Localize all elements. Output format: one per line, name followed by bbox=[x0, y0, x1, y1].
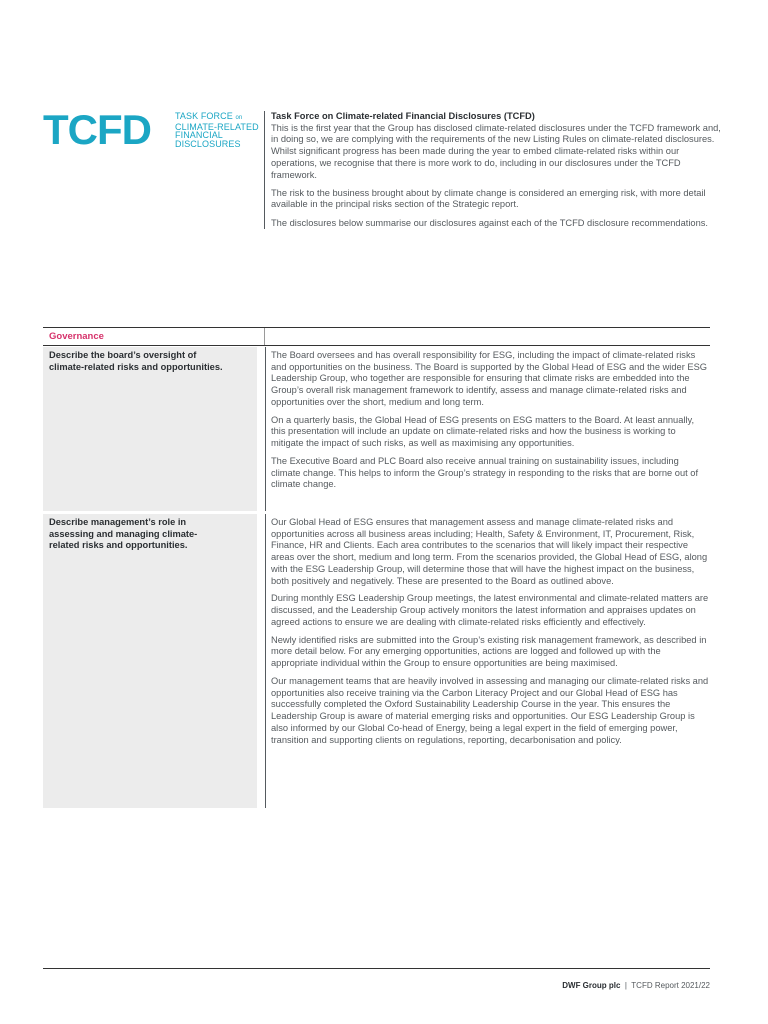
answer-paragraph: Our Global Head of ESG ensures that management assess and manage climate-related risks and opportunities across all business areas including; Health, Safety & Environment, IT, Procurement, Risk, Finance, HR and Clients. Each area contributes to the scenarios that will likely impact their respective areas over the short, medium and long term. From the scenarios provided, the Global Head of ESG, along with the ESG Leadership Group, will determine those that will have the highest impact on the business, both positively and negatively. These are presented to the Board as outlined above. bbox=[271, 517, 708, 586]
page-footer bbox=[562, 981, 710, 990]
footer-rule bbox=[43, 968, 710, 969]
answer-paragraph: During monthly ESG Leadership Group meetings, the latest environmental and climate-related matters are discussed, and the Leadership Group actively monitors the latest information and appraises updates on agreed actions to ensure we are dealing with climate-related risks efficiently and effectively. bbox=[271, 593, 709, 627]
section-label: Governance bbox=[49, 331, 104, 342]
logo-line: on bbox=[235, 115, 243, 121]
question-cell bbox=[43, 514, 257, 808]
answer-paragraph: Our management teams that are heavily involved in assessing and managing our climate-related risks and opportunities also receive training via the Carbon Literacy Project and our Global Head of ESG has successfully completed the Oxford Sustainability Leadership Course in the year. This ensures the Leadership Group is aware of material emerging risks and opportunities. Our ESG Leadership Group is also informed by our Global Co-head of Energy, being a legal expert in the field of emerging power, transition and supporting clients on regulations, reporting, decarbonisation and policy. bbox=[271, 676, 709, 745]
table-row bbox=[43, 347, 710, 511]
header-divider bbox=[264, 328, 265, 345]
logo-wordmark: TCFD bbox=[43, 106, 151, 153]
question-text: Describe management’s role in assessing and managing climate-related risks and opportunities. bbox=[49, 517, 198, 551]
footer-report: TCFD Report 2021/22 bbox=[631, 981, 710, 990]
logo-tagline bbox=[175, 112, 259, 148]
intro-paragraph: This is the first year that the Group has disclosed climate-related disclosures under the TCFD framework and, in doing so, we are complying with the requirements of the new Listing Rules on climate-related disclosures. Whilst significant progress has been made during the year to embed climate-related risks within our operations, we recognise that there is more work to do, including in our disclosures under the TCFD framework. bbox=[271, 122, 721, 180]
answer-paragraph: Newly identified risks are submitted into the Group’s existing risk management framework, as described in more detail below. For any emerging opportunities, actions are logged and followed up with the appropriate individual within the Group to ensure opportunities are being maximised. bbox=[271, 634, 707, 669]
footer-separator: | bbox=[624, 981, 627, 990]
intro-block bbox=[264, 111, 721, 229]
intro-heading: Task Force on Climate-related Financial Disclosures (TCFD) bbox=[271, 111, 535, 121]
answer-paragraph: The Board oversees and has overall responsibility for ESG, including the impact of climate-related risks and opportunities on the business. The Board is supported by the Global Head of ESG and the wider ESG Leadership Group, who together are responsible for ensuring that climate risks are embedded into the Group’s overall risk management framework to identify, assess and manage climate-related risks and opportunities over the short, medium and long term. bbox=[271, 350, 708, 407]
question-text: Describe the board’s oversight of climate-related risks and opportunities. bbox=[49, 350, 223, 372]
logo-line: TASK FORCE bbox=[175, 111, 233, 121]
logo-line: FINANCIAL bbox=[175, 130, 223, 140]
answer-paragraph: On a quarterly basis, the Global Head of ESG presents on ESG matters to the Board. At least annually, this presentation will include an update on climate-related risks and how the business is working to mitigate the impact of such risks, as well as maximising any opportunities. bbox=[271, 414, 695, 449]
tcfd-logo bbox=[43, 106, 259, 153]
intro-paragraph: The risk to the business brought about by climate change is considered an emerging risk, with more detail available in the principal risks section of the Strategic report. bbox=[271, 187, 706, 210]
footer-company: DWF Group plc bbox=[562, 981, 621, 990]
governance-section-header bbox=[43, 327, 710, 346]
answer-cell bbox=[265, 347, 710, 511]
answer-paragraph: The Executive Board and PLC Board also receive annual training on sustainability issues, including climate change. This helps to inform the Group’s strategy in responding to the risks that are borne out of climate change. bbox=[271, 456, 699, 490]
logo-line: DISCLOSURES bbox=[175, 138, 241, 149]
intro-paragraph: The disclosures below summarise our disclosures against each of the TCFD disclosure recommendations. bbox=[271, 217, 708, 228]
logo-line: CLIMATE-RELATED bbox=[175, 121, 259, 132]
answer-cell bbox=[265, 514, 710, 808]
table-row bbox=[43, 514, 710, 808]
question-cell bbox=[43, 347, 257, 511]
